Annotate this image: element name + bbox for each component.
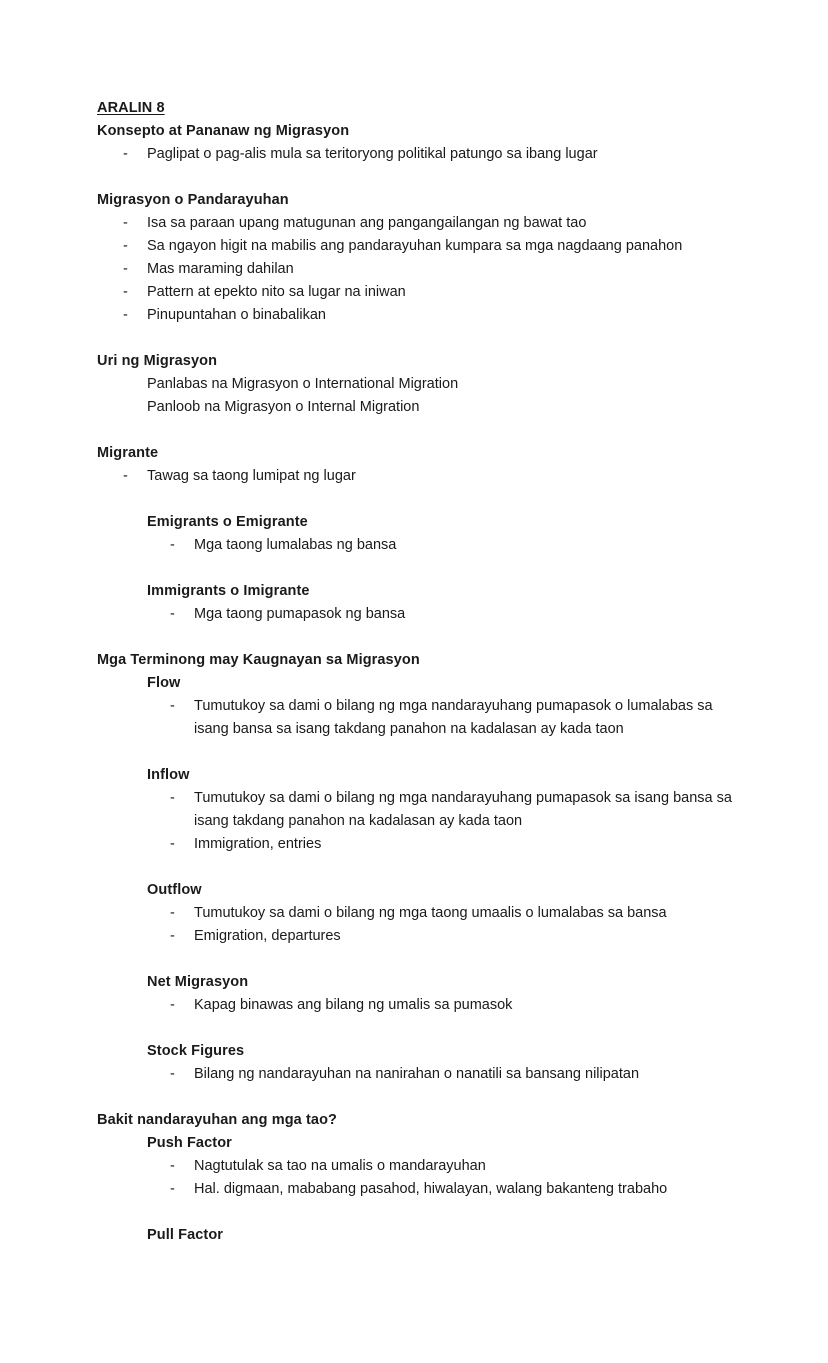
list-item-text: Pattern at epekto nito sa lugar na iniwan xyxy=(147,284,406,300)
list-item-text: Tawag sa taong lumipat ng lugar xyxy=(147,468,356,484)
list-item-text: Immigration, entries xyxy=(194,836,322,852)
list-item-text: Pinupuntahan o binabalikan xyxy=(147,307,326,323)
list-item-text: Kapag binawas ang bilang ng umalis sa pumasok xyxy=(194,997,513,1013)
spacer xyxy=(97,626,740,649)
dash-bullet-icon: - xyxy=(170,1181,175,1197)
subsection-heading-flow: Flow xyxy=(147,675,181,691)
subsection-heading-inflow: Inflow xyxy=(147,767,190,783)
section-heading-migrasyon: Migrasyon o Pandarayuhan xyxy=(97,192,289,208)
spacer xyxy=(97,856,740,879)
subsection-heading-outflow: Outflow xyxy=(147,882,202,898)
list-item xyxy=(170,1155,740,1178)
spacer xyxy=(97,488,740,511)
list-item xyxy=(123,235,740,258)
dash-bullet-icon: - xyxy=(170,836,175,852)
list-item xyxy=(123,212,740,235)
dash-bullet-icon: - xyxy=(123,307,128,323)
list-item-text: Mas maraming dahilan xyxy=(147,261,294,277)
list-item-text: Hal. digmaan, mababang pasahod, hiwalayan, walang bakanteng trabaho xyxy=(194,1181,668,1197)
list-item xyxy=(123,258,740,281)
list-item-text: Emigration, departures xyxy=(194,928,341,944)
spacer xyxy=(97,166,740,189)
list-item-text: Nagtutulak sa tao na umalis o mandarayuhan xyxy=(194,1158,486,1174)
list-item xyxy=(123,465,740,488)
list-item-text: Mga taong pumapasok ng bansa xyxy=(194,606,406,622)
dash-bullet-icon: - xyxy=(123,215,128,231)
list-item xyxy=(170,603,740,626)
list-item-text: Paglipat o pag-alis mula sa teritoryong politikal patungo sa ibang lugar xyxy=(147,146,598,162)
dash-bullet-icon: - xyxy=(123,468,128,484)
dash-bullet-icon: - xyxy=(170,1158,175,1174)
document-body xyxy=(97,97,740,1247)
list-item xyxy=(170,1063,740,1086)
spacer xyxy=(97,948,740,971)
dash-bullet-icon: - xyxy=(123,284,128,300)
spacer xyxy=(97,419,740,442)
list-item-text: Sa ngayon higit na mabilis ang pandarayuhan kumpara sa mga nagdaang panahon xyxy=(147,238,683,254)
list-item xyxy=(170,833,740,856)
subsection-heading-stock-figures: Stock Figures xyxy=(147,1043,245,1059)
list-item-text: Mga taong lumalabas ng bansa xyxy=(194,537,397,553)
spacer xyxy=(97,1086,740,1109)
dash-bullet-icon: - xyxy=(170,928,175,944)
dash-bullet-icon: - xyxy=(170,698,175,714)
plain-line-panlabas: Panlabas na Migrasyon o International Migration xyxy=(147,376,459,392)
dash-bullet-icon: - xyxy=(123,146,128,162)
dash-bullet-icon: - xyxy=(170,997,175,1013)
dash-bullet-icon: - xyxy=(123,261,128,277)
subsection-heading-pull-factor: Pull Factor xyxy=(147,1227,224,1243)
spacer xyxy=(97,1201,740,1224)
subsection-heading-emigrants: Emigrants o Emigrante xyxy=(147,514,308,530)
section-heading-bakit: Bakit nandarayuhan ang mga tao? xyxy=(97,1112,337,1128)
plain-line-panloob: Panloob na Migrasyon o Internal Migration xyxy=(147,399,420,415)
dash-bullet-icon: - xyxy=(170,606,175,622)
list-item xyxy=(123,143,740,166)
dash-bullet-icon: - xyxy=(170,1066,175,1082)
dash-bullet-icon: - xyxy=(123,238,128,254)
spacer xyxy=(97,327,740,350)
dash-bullet-icon: - xyxy=(170,905,175,921)
document-title: ARALIN 8 xyxy=(97,100,165,116)
section-heading-migrante: Migrante xyxy=(97,445,159,461)
list-item xyxy=(123,281,740,304)
list-item xyxy=(170,925,740,948)
list-item-text: Tumutukoy sa dami o bilang ng mga nandarayuhang pumapasok sa isang bansa sa isang takdang panahon na kadalasan ay kada taon xyxy=(194,790,732,829)
list-item xyxy=(170,902,740,925)
section-heading-terminong: Mga Terminong may Kaugnayan sa Migrasyon xyxy=(97,652,420,668)
list-item xyxy=(170,787,740,833)
section-heading-konsepto: Konsepto at Pananaw ng Migrasyon xyxy=(97,123,350,139)
list-item-text: Tumutukoy sa dami o bilang ng mga taong umaalis o lumalabas sa bansa xyxy=(194,905,667,921)
list-item xyxy=(170,1178,740,1201)
list-item-text: Tumutukoy sa dami o bilang ng mga nandarayuhang pumapasok o lumalabas sa isang bansa sa isang takdang panahon na kadalasan ay kada taon xyxy=(194,698,713,737)
list-item-text: Isa sa paraan upang matugunan ang pangangailangan ng bawat tao xyxy=(147,215,587,231)
list-item xyxy=(170,994,740,1017)
spacer xyxy=(97,1017,740,1040)
subsection-heading-net-migrasyon: Net Migrasyon xyxy=(147,974,249,990)
spacer xyxy=(97,557,740,580)
dash-bullet-icon: - xyxy=(170,790,175,806)
spacer xyxy=(97,741,740,764)
section-heading-uri: Uri ng Migrasyon xyxy=(97,353,218,369)
subsection-heading-push-factor: Push Factor xyxy=(147,1135,232,1151)
list-item xyxy=(170,534,740,557)
list-item xyxy=(123,304,740,327)
list-item-text: Bilang ng nandarayuhan na nanirahan o nanatili sa bansang nilipatan xyxy=(194,1066,640,1082)
subsection-heading-immigrants: Immigrants o Imigrante xyxy=(147,583,310,599)
list-item xyxy=(170,695,740,741)
dash-bullet-icon: - xyxy=(170,537,175,553)
